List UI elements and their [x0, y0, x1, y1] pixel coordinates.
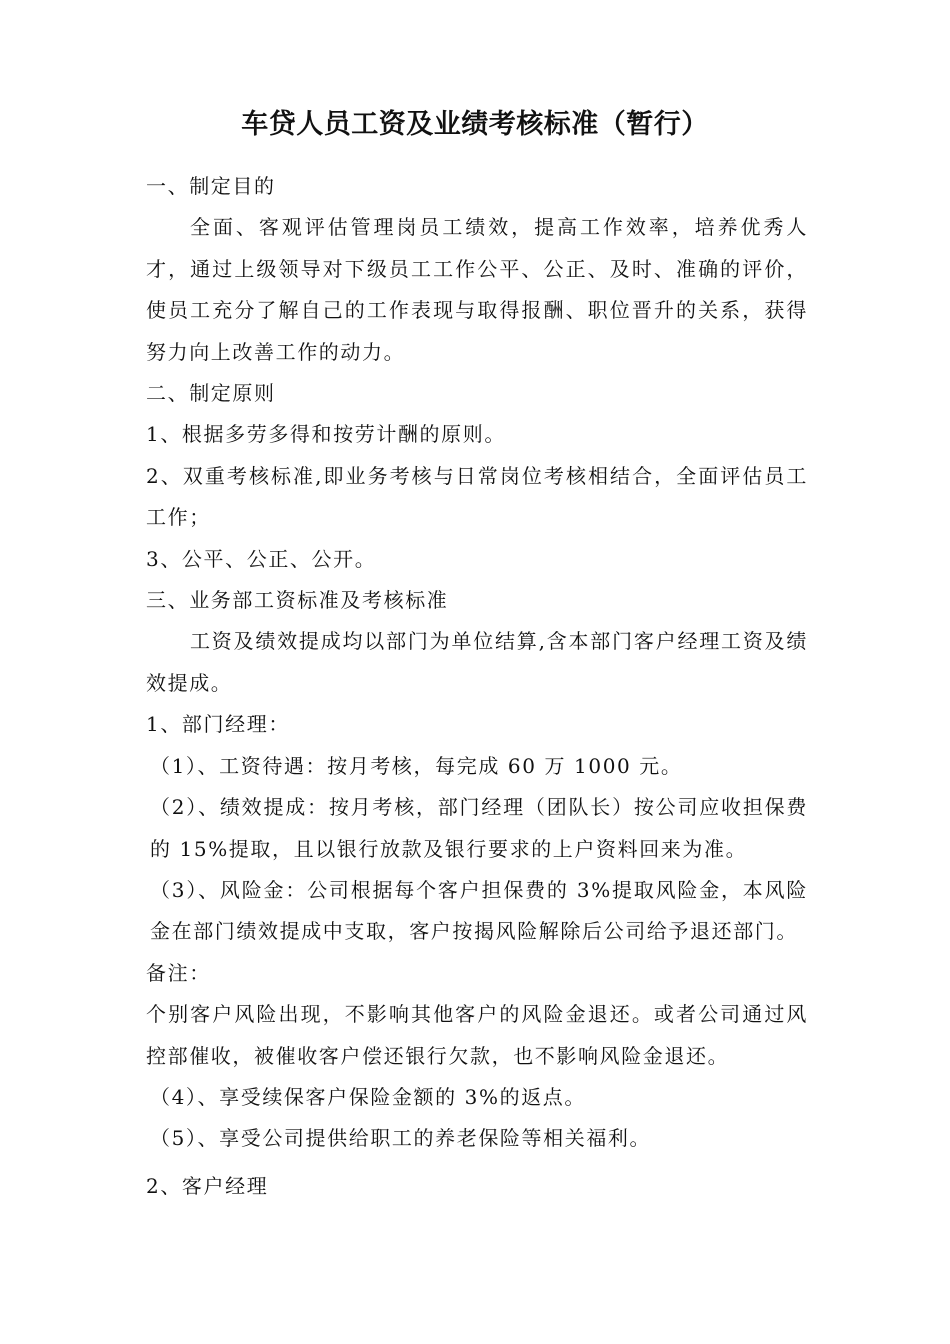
- list-item-salary: （1）、工资待遇：按月考核，每完成 60 万 1000 元。: [150, 753, 683, 778]
- principle-item-2: 2、双重考核标准,即业务考核与日常岗位考核相结合，全面评估员工工作；: [146, 463, 808, 530]
- paragraph-purpose: 全面、客观评估管理岗员工绩效，提高工作效率，培养优秀人才，通过上级领导对下级员工工作公平、公正、及时、准确的评价，使员工充分了解自己的工作表现与取得报酬、职位晋升的关系，获得努力向上改善工作的动力。: [146, 215, 808, 364]
- list-item-rebate: （4）、享受续保客户保险金额的 3%的返点。: [150, 1084, 587, 1109]
- remarks-paragraph: 个别客户风险出现，不影响其他客户的风险金退还。或者公司通过风控部催收，被催收客户偿还银行欠款，也不影响风险金退还。: [146, 1002, 808, 1068]
- principle-item-3: 3、公平、公正、公开。: [146, 546, 377, 571]
- subsection-heading-account-manager: 2、客户经理: [146, 1173, 269, 1198]
- paragraph-settlement: 工资及绩效提成均以部门为单位结算,含本部门客户经理工资及绩效提成。: [146, 629, 808, 695]
- remarks-heading: 备注：: [146, 960, 211, 985]
- subsection-heading-department-manager: 1、部门经理：: [146, 712, 290, 737]
- list-item-risk-fund: （3）、风险金：公司根据每个客户担保费的 3%提取风险金，本风险金在部门绩效提成中支取，客户按揭风险解除后公司给予退还部门。: [150, 877, 808, 944]
- document-body: [146, 166, 808, 1207]
- list-item-benefits: （5）、享受公司提供给职工的养老保险等相关福利。: [150, 1126, 652, 1151]
- section-heading-purpose: 一、制定目的: [146, 174, 276, 198]
- document-title: 车贷人员工资及业绩考核标准（暂行）: [241, 109, 709, 140]
- principle-item-1: 1、根据多劳多得和按劳计酬的原则。: [146, 422, 506, 447]
- section-heading-salary-standards: 三、业务部工资标准及考核标准: [146, 588, 449, 613]
- list-item-commission: （2）、绩效提成：按月考核，部门经理（团队长）按公司应收担保费的 15%提取，且以银行放款及银行要求的上户资料回来为准。: [150, 795, 808, 861]
- section-heading-principles: 二、制定原则: [146, 381, 276, 406]
